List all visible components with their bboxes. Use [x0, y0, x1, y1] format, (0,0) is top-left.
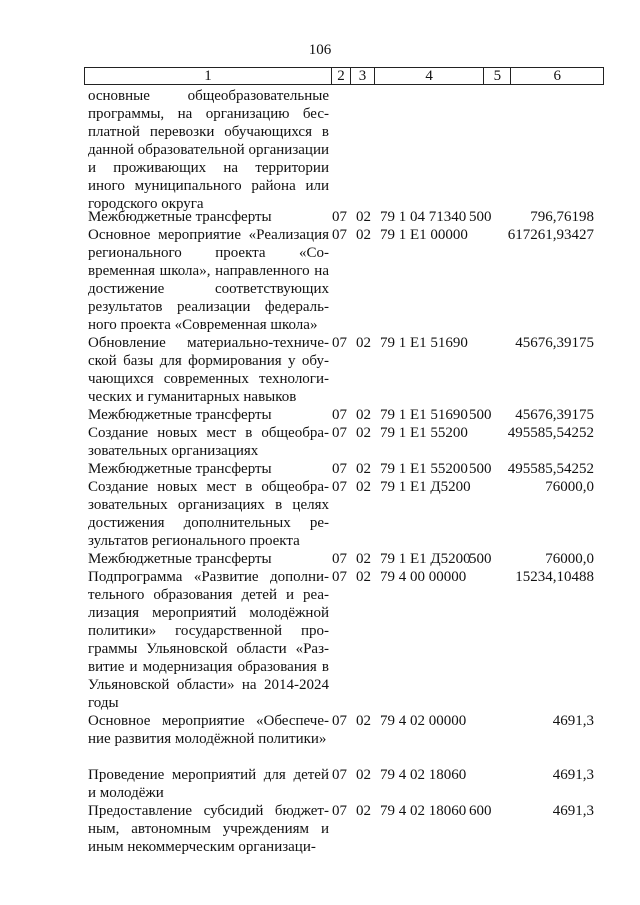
- row-target-code: 79 1 04 71340: [380, 209, 467, 225]
- row-subsection: 02: [356, 569, 371, 585]
- row-name: Подпрограмма «Развитие дополнительного образования детей и реализация мероприятий молодёжной политики» государственной программы Ульяновской области «Развитие и модернизация образования в Ульяновской области» на 2014-2024 годы: [88, 569, 329, 711]
- row-target-code: 79 1 E1 00000: [380, 227, 468, 243]
- row-subsection: 02: [356, 461, 371, 477]
- row-name: Основное мероприятие «Реализация регионального проекта «Современная школа», направленного на достижение соответствующих результатов реализации федерального проекта «Современная школа»: [88, 227, 329, 333]
- row-expense-type: 500: [469, 461, 492, 477]
- header-col-3: 3: [350, 68, 374, 84]
- row-section: 07: [332, 803, 347, 819]
- row-section: 07: [332, 425, 347, 441]
- row-expense-type: 500: [469, 407, 492, 423]
- row-target-code: 79 4 00 00000: [380, 569, 467, 585]
- header-col-2: 2: [331, 68, 350, 84]
- row-name: Обновление материально-технической базы для формирования у обучающихся современных технологических и гуманитарных навыков: [88, 335, 329, 405]
- row-amount: 45676,39175: [515, 407, 594, 423]
- row-subsection: 02: [356, 551, 371, 567]
- row-section: 07: [332, 479, 347, 495]
- row-amount: 495585,54252: [507, 461, 594, 477]
- row-name: Проведение мероприятий для детей и молодёжи: [88, 767, 329, 801]
- row-target-code: 79 1 E1 55200: [380, 461, 468, 477]
- row-expense-type: 600: [469, 803, 492, 819]
- row-name: Основное мероприятие «Обеспечение развития молодёжной политики»: [88, 713, 329, 747]
- row-name: Межбюджетные трансферты: [88, 407, 272, 423]
- row-target-code: 79 1 E1 55200: [380, 425, 468, 441]
- row-subsection: 02: [356, 425, 371, 441]
- row-subsection: 02: [356, 227, 371, 243]
- row-amount: 76000,0: [545, 551, 594, 567]
- row-name: Создание новых мест в общеобразовательных организациях: [88, 425, 329, 459]
- row-target-code: 79 1 E1 Д5200: [380, 551, 471, 567]
- row-target-code: 79 1 E1 Д5200: [380, 479, 471, 495]
- row-subsection: 02: [356, 803, 371, 819]
- row-target-code: 79 1 E1 51690: [380, 335, 468, 351]
- row-section: 07: [332, 461, 347, 477]
- row-subsection: 02: [356, 767, 371, 783]
- row-section: 07: [332, 767, 347, 783]
- row-subsection: 02: [356, 209, 371, 225]
- row-section: 07: [332, 569, 347, 585]
- row-subsection: 02: [356, 713, 371, 729]
- row-name: Межбюджетные трансферты: [88, 461, 272, 477]
- row-target-code: 79 4 02 00000: [380, 713, 467, 729]
- row-amount: 796,76198: [530, 209, 594, 225]
- row-amount: 45676,39175: [515, 335, 594, 351]
- row-target-code: 79 1 E1 51690: [380, 407, 468, 423]
- row-subsection: 02: [356, 407, 371, 423]
- row-section: 07: [332, 209, 347, 225]
- row-name: Межбюджетные трансферты: [88, 209, 272, 225]
- page-number: 106: [308, 42, 332, 58]
- row-section: 07: [332, 227, 347, 243]
- row-subsection: 02: [356, 335, 371, 351]
- row-expense-type: 500: [469, 209, 492, 225]
- row-amount: 4691,3: [552, 767, 594, 783]
- row-section: 07: [332, 407, 347, 423]
- row-section: 07: [332, 335, 347, 351]
- header-col-4: 4: [374, 68, 484, 84]
- row-amount: 4691,3: [552, 803, 594, 819]
- row-target-code: 79 4 02 18060: [380, 803, 467, 819]
- header-col-1: 1: [204, 68, 212, 84]
- row-amount: 617261,93427: [507, 227, 594, 243]
- row-subsection: 02: [356, 479, 371, 495]
- header-col-5: 5: [483, 68, 510, 84]
- row-expense-type: 500: [469, 551, 492, 567]
- row-section: 07: [332, 551, 347, 567]
- row-amount: 4691,3: [552, 713, 594, 729]
- row-name: Создание новых мест в общеобразовательных организациях в целях достижения дополнительных результатов регионального проекта: [88, 479, 329, 549]
- table-header: [84, 67, 604, 85]
- row-amount: 76000,0: [545, 479, 594, 495]
- row-name: Межбюджетные трансферты: [88, 551, 272, 567]
- row-name: Предоставление субсидий бюджетным, автономным учреждениям и иным некоммерческим организаци-: [88, 803, 329, 855]
- row-target-code: 79 4 02 18060: [380, 767, 467, 783]
- row-amount: 495585,54252: [507, 425, 594, 441]
- row-amount: 15234,10488: [515, 569, 594, 585]
- row-name: основные общеобразовательные программы, на организацию бесплатной перевозки обучающихся в данной образовательной организации и проживающих на территории иного муниципального района или городского округа: [88, 88, 329, 212]
- header-col-6: 6: [510, 68, 603, 84]
- row-section: 07: [332, 713, 347, 729]
